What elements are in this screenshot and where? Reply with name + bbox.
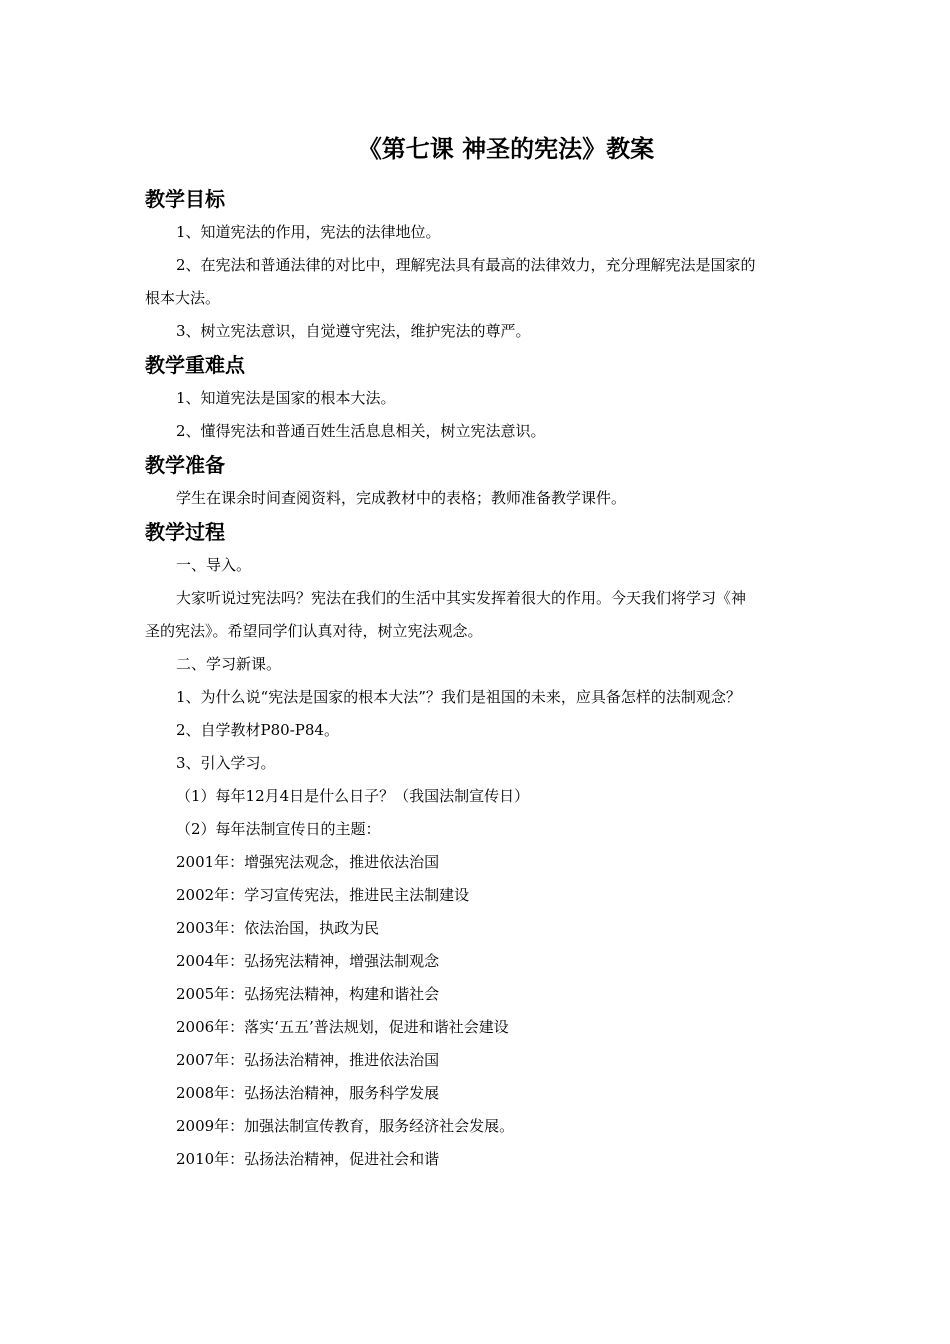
- process-step: 2、自学教材P80-P84。: [176, 721, 339, 739]
- key-point-item: 1、知道宪法是国家的根本大法。: [176, 389, 396, 407]
- process-intro-text-continued: 圣的宪法》。希望同学们认真对待，树立宪法观念。: [145, 622, 483, 640]
- process-intro-text: 大家听说过宪法吗？宪法在我们的生活中其实发挥着很大的作用。今天我们将学习《神: [176, 589, 747, 607]
- process-step: 1、为什么说“宪法是国家的根本大法”？我们是祖国的未来，应具备怎样的法制观念？: [176, 688, 741, 706]
- section-heading-process: 教学过程: [145, 520, 225, 544]
- theme-item: 2004年：弘扬宪法精神，增强法制观念: [176, 952, 440, 970]
- theme-item: 2008年：弘扬法治精神，服务科学发展: [176, 1084, 440, 1102]
- objective-item: 3、树立宪法意识，自觉遵守宪法，维护宪法的尊严。: [176, 322, 531, 340]
- process-new-lesson-label: 二、学习新课。: [176, 655, 282, 673]
- process-step: 3、引入学习。: [176, 754, 276, 772]
- objective-item: 1、知道宪法的作用，宪法的法律地位。: [176, 223, 441, 241]
- theme-item: 2003年：依法治国，执政为民: [176, 919, 380, 937]
- theme-item: 2006年：落实‘五五’普法规划，促进和谐社会建设: [176, 1018, 509, 1036]
- process-step: （2）每年法制宣传日的主题：: [176, 820, 381, 838]
- theme-item: 2002年：学习宣传宪法，推进民主法制建设: [176, 886, 470, 904]
- section-heading-objectives: 教学目标: [145, 187, 225, 211]
- process-intro-label: 一、导入。: [176, 556, 252, 574]
- objective-item-continued: 根本大法。: [145, 289, 221, 307]
- theme-item: 2007年：弘扬法治精神，推进依法治国: [176, 1051, 440, 1069]
- theme-item: 2001年：增强宪法观念，推进依法治国: [176, 853, 440, 871]
- key-point-item: 2、懂得宪法和普通百姓生活息息相关，树立宪法意识。: [176, 422, 546, 440]
- page-title: 《第七课 神圣的宪法》教案: [357, 135, 655, 163]
- preparation-item: 学生在课余时间查阅资料，完成教材中的表格；教师准备教学课件。: [176, 489, 627, 507]
- theme-item: 2009年：加强法制宣传教育，服务经济社会发展。: [176, 1117, 515, 1135]
- process-step: （1）每年12月4日是什么日子？（我国法制宣传日）: [176, 787, 530, 805]
- theme-item: 2010年：弘扬法治精神，促进社会和谐: [176, 1150, 440, 1168]
- objective-item: 2、在宪法和普通法律的对比中，理解宪法具有最高的法律效力，充分理解宪法是国家的: [176, 256, 756, 274]
- theme-item: 2005年：弘扬宪法精神，构建和谐社会: [176, 985, 440, 1003]
- document-body: [145, 182, 813, 1176]
- section-heading-preparation: 教学准备: [145, 453, 225, 477]
- section-heading-key-points: 教学重难点: [145, 353, 245, 377]
